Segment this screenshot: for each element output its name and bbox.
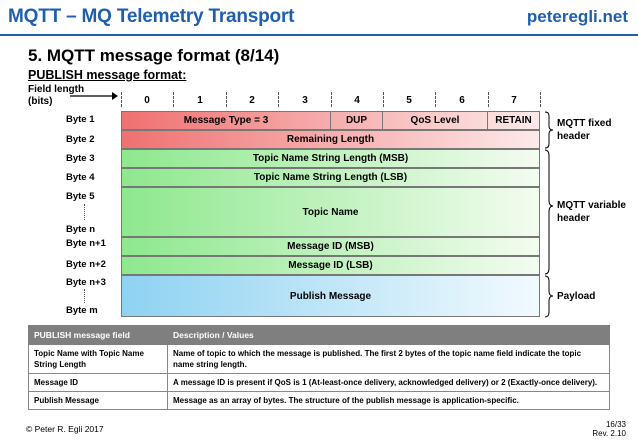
byte-label: Byte n+3 [66, 277, 106, 288]
table-cell-field: Message ID [29, 374, 168, 392]
variable-header-label-2: header [557, 213, 590, 224]
slide-subtitle: PUBLISH message format: [28, 68, 187, 82]
section-braces [543, 111, 557, 318]
message-type-field: Message Type = 3 [122, 112, 331, 129]
fixed-header-brace-icon [545, 112, 553, 148]
bit-number: 2 [249, 95, 255, 106]
topic-length-msb-field: Topic Name String Length (MSB) [121, 149, 540, 168]
message-id-msb-field: Message ID (MSB) [121, 237, 540, 256]
table-cell-field: Topic Name with Topic Name String Length [29, 345, 168, 374]
bit-number: 4 [354, 95, 360, 106]
payload-field: Publish Message [121, 275, 540, 317]
payload-brace-icon [545, 276, 553, 317]
bit-number: 1 [197, 95, 203, 106]
revision: Rev. 2.10 [592, 429, 626, 438]
table-row [29, 345, 610, 374]
bit-number: 3 [302, 95, 308, 106]
bit-tick [278, 92, 279, 107]
table-row [29, 374, 610, 392]
slide-title: 5. MQTT message format (8/14) [28, 46, 280, 65]
dup-flag-field: DUP [331, 112, 383, 129]
footer-copyright: © Peter R. Egli 2017 [26, 424, 104, 434]
footer-page-info [592, 420, 626, 438]
byte-label: Byte 5 [66, 191, 95, 202]
fixed-header-label-2: header [557, 131, 590, 142]
header-site-name: peteregli.net [526, 7, 628, 26]
bit-number: 7 [511, 95, 517, 106]
table-header-row [29, 326, 610, 345]
header-title: MQTT – MQ Telemetry Transport [8, 6, 295, 27]
table-cell-description: Message as an array of bytes. The structure of the publish message is application-specific. [168, 392, 610, 410]
table-cell-description: A message ID is present if QoS is 1 (At-least-once delivery, acknowledged delivery) or 2 (Exactly-once delivery). [168, 374, 610, 392]
bit-tick [383, 92, 384, 107]
bit-tick [540, 92, 541, 107]
table-row [29, 392, 610, 410]
bit-number: 5 [406, 95, 412, 106]
table-cell-description: Name of topic to which the message is published. The first 2 bytes of the topic name field indicate the topic name string length. [168, 345, 610, 374]
qos-level-field: QoS Level [383, 112, 488, 129]
bit-tick [226, 92, 227, 107]
variable-header-label: MQTT variable [557, 200, 626, 211]
bit-number: 6 [459, 95, 465, 106]
page-number: 16/33 [605, 420, 626, 429]
bit-tick [121, 92, 122, 107]
bit-tick [173, 92, 174, 107]
byte-label: Byte n+2 [66, 259, 106, 270]
field-length-label: Field length [28, 84, 85, 95]
header-divider [0, 34, 638, 36]
bit-tick [435, 92, 436, 107]
byte1-row [121, 111, 540, 130]
table-cell-field: Publish Message [29, 392, 168, 410]
retain-flag-field: RETAIN [495, 115, 532, 126]
byte-range-dots [84, 289, 85, 303]
variable-header-brace-icon [545, 150, 553, 274]
bit-number: 0 [144, 95, 150, 106]
remaining-length-field: Remaining Length [121, 130, 540, 149]
byte-label: Byte n+1 [66, 238, 106, 249]
byte-label: Byte 4 [66, 172, 95, 183]
byte-range-dots [84, 204, 85, 220]
topic-name-field: Topic Name [121, 187, 540, 237]
byte-label: Byte 2 [66, 134, 95, 145]
bit-tick [488, 92, 489, 107]
message-id-lsb-field: Message ID (LSB) [121, 256, 540, 275]
field-length-arrow-icon [70, 91, 118, 101]
payload-label: Payload [557, 291, 596, 302]
table-header-description: Description / Values [168, 326, 610, 345]
byte-label: Byte 1 [66, 114, 95, 125]
table-header-field: PUBLISH message field [29, 326, 168, 345]
field-description-table [28, 325, 610, 410]
topic-length-lsb-field: Topic Name String Length (LSB) [121, 168, 540, 187]
bit-tick [331, 92, 332, 107]
byte-label: Byte 3 [66, 153, 95, 164]
byte-label: Byte m [66, 305, 98, 316]
byte-label: Byte n [66, 224, 96, 235]
fixed-header-label: MQTT fixed [557, 118, 612, 129]
field-length-unit-label: (bits) [28, 96, 53, 107]
